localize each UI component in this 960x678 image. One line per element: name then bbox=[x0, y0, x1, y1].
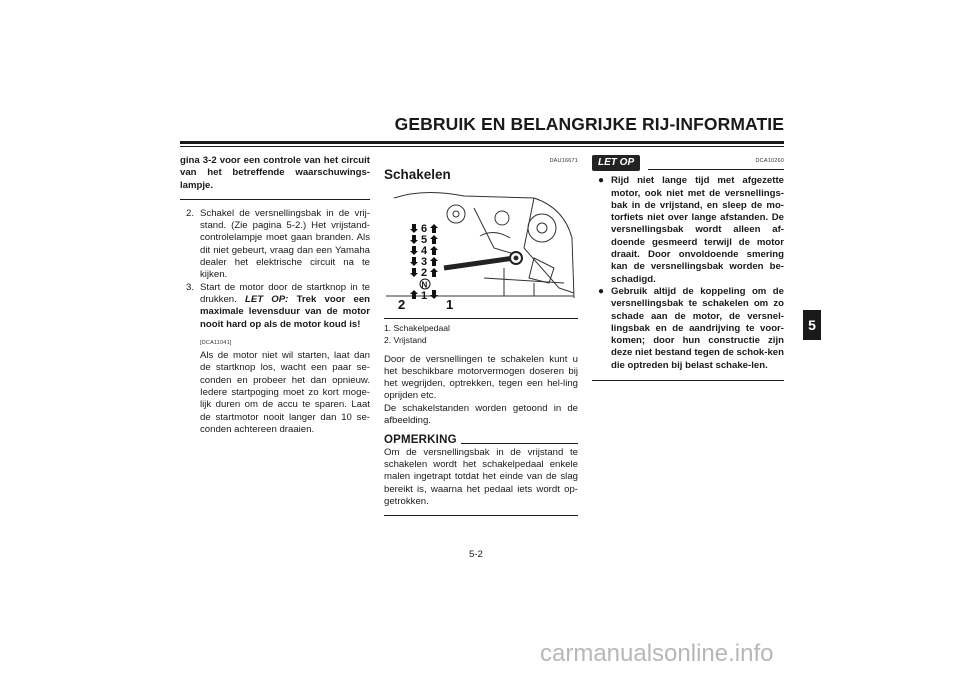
note-end-rule bbox=[384, 515, 578, 516]
arrow-down-icon bbox=[410, 246, 418, 255]
title-rule bbox=[180, 141, 784, 144]
right-column bbox=[592, 155, 784, 381]
warning-text: Trek voor een maximale levensduur van de motor nooit hard op als de motor koud is! bbox=[200, 293, 371, 330]
gear-shift-figure bbox=[384, 188, 578, 314]
page-number: 5-2 bbox=[469, 549, 483, 560]
arrow-up-icon bbox=[430, 257, 438, 266]
step-text: Start de motor door de startknop in te drukken. bbox=[200, 281, 370, 305]
note-rule bbox=[461, 443, 578, 444]
gear-label: 5 bbox=[421, 233, 428, 246]
bullet-icon: ● bbox=[598, 285, 605, 297]
gear-label: 4 bbox=[421, 244, 428, 257]
section-heading: Schakelen bbox=[384, 167, 451, 183]
reference-code: DCA10260 bbox=[755, 158, 784, 164]
caution-end-rule bbox=[592, 380, 784, 381]
arrow-down-icon bbox=[410, 224, 418, 233]
reference-code: DAU16671 bbox=[549, 158, 578, 164]
body-paragraph: De schakelstanden worden getoond in de afbeelding. bbox=[384, 402, 578, 427]
list-item bbox=[180, 282, 370, 437]
page-title: GEBRUIK EN BELANGRIJKE RIJ-INFORMATIE bbox=[394, 114, 784, 134]
let-op-label: LET OP: bbox=[245, 293, 289, 305]
reference-code: [DCA11041] bbox=[200, 339, 232, 346]
title-rule-thin bbox=[180, 146, 784, 147]
caution-body bbox=[592, 170, 784, 372]
caption-divider bbox=[384, 318, 578, 319]
arrow-up-icon bbox=[430, 246, 438, 255]
step-content bbox=[200, 282, 370, 437]
note-header bbox=[384, 434, 578, 446]
figure-callout-2: 2 bbox=[398, 296, 406, 312]
list-item bbox=[598, 175, 784, 286]
middle-column bbox=[384, 155, 578, 516]
watermark: carmanualsonline.info bbox=[540, 640, 774, 667]
gear-label: 3 bbox=[421, 255, 428, 268]
gear-label: 2 bbox=[421, 266, 428, 279]
arrow-down-icon bbox=[410, 257, 418, 266]
gear-label: N bbox=[421, 280, 428, 290]
caution-badge: LET OP bbox=[592, 155, 640, 171]
caution-text: Rijd niet lange tijd met afgezette motor, ook niet met de versnellings-bak in de vrijstand, en sleep de mo-torfiets niet over lange afstanden. De versnellingsbak wordt alleen af-doende gesmeerd terwijl de motor draait. Door onvoldoende smering kan de versnellingsbak worden be-schadigd. bbox=[611, 175, 784, 285]
arrow-up-icon bbox=[430, 224, 438, 233]
engine-illustration bbox=[384, 188, 578, 314]
figure-caption: 1. Schakelpedaal bbox=[384, 322, 450, 333]
step-number: 2. bbox=[186, 207, 195, 219]
arrow-down-icon bbox=[410, 268, 418, 277]
left-column bbox=[180, 155, 370, 436]
arrow-up-icon bbox=[410, 290, 418, 299]
list-item bbox=[598, 286, 784, 372]
figure-caption: 2. Vrijstand bbox=[384, 334, 427, 345]
arrow-up-icon bbox=[430, 268, 438, 277]
caution-text: Gebruik altijd de koppeling om de versnellingsbak te schakelen om zo schade aan de motor, de versnel-lingsbak en de aandrijving te voor-komen; door hun constructie zijn deze niet bestand tegen de schok-ken die optreden bij belast schake-len. bbox=[611, 285, 784, 371]
step-number: 3. bbox=[186, 281, 195, 293]
arrow-down-icon bbox=[410, 235, 418, 244]
bullet-icon: ● bbox=[598, 175, 605, 187]
step-text: Schakel de versnellingsbak in de vrij-stand. (Zie pagina 5-2.) Het vrijstand-controlelampje moet gaan branden. Als dit niet gebeurt, vraag dan een Yamaha dealer het elektrische circuit na te kijken. bbox=[200, 207, 370, 281]
note-text: Om de versnellingsbak in de vrijstand te schakelen wordt het schakelpedaal enkele malen ingetrapt totdat het einde van de slag bereikt is, waarna het pedaal iets wordt op-getrokken. bbox=[384, 446, 578, 507]
step-text: Als de motor niet wil starten, laat dan de startknop los, wacht een paar se-conden en probeer het dan opnieuw. Iedere startpoging moet zo kort moge-lijk duren om de accu te sparen. Laat de startmotor nooit langer dan 10 se-conden achtereen draaien. bbox=[200, 350, 370, 435]
gear-label: 6 bbox=[421, 222, 428, 235]
body-paragraph: Door de versnellingen te schakelen kunt u het beschikbare motorvermogen doseren bij het wegrijden, optrekken, tegen een hel-ling oprijden etc. bbox=[384, 353, 578, 402]
arrow-down-icon bbox=[430, 290, 438, 299]
arrow-up-icon bbox=[430, 235, 438, 244]
intro-text: gina 3-2 voor een controle van het circuit van het betreffende waarschuwings-lampje. bbox=[180, 155, 370, 191]
chapter-tab: 5 bbox=[803, 310, 821, 340]
list-item bbox=[180, 208, 370, 282]
figure-callout-1: 1 bbox=[446, 296, 454, 312]
gear-label: 1 bbox=[421, 289, 428, 302]
section-divider bbox=[180, 199, 370, 200]
note-title: OPMERKING bbox=[384, 434, 457, 447]
